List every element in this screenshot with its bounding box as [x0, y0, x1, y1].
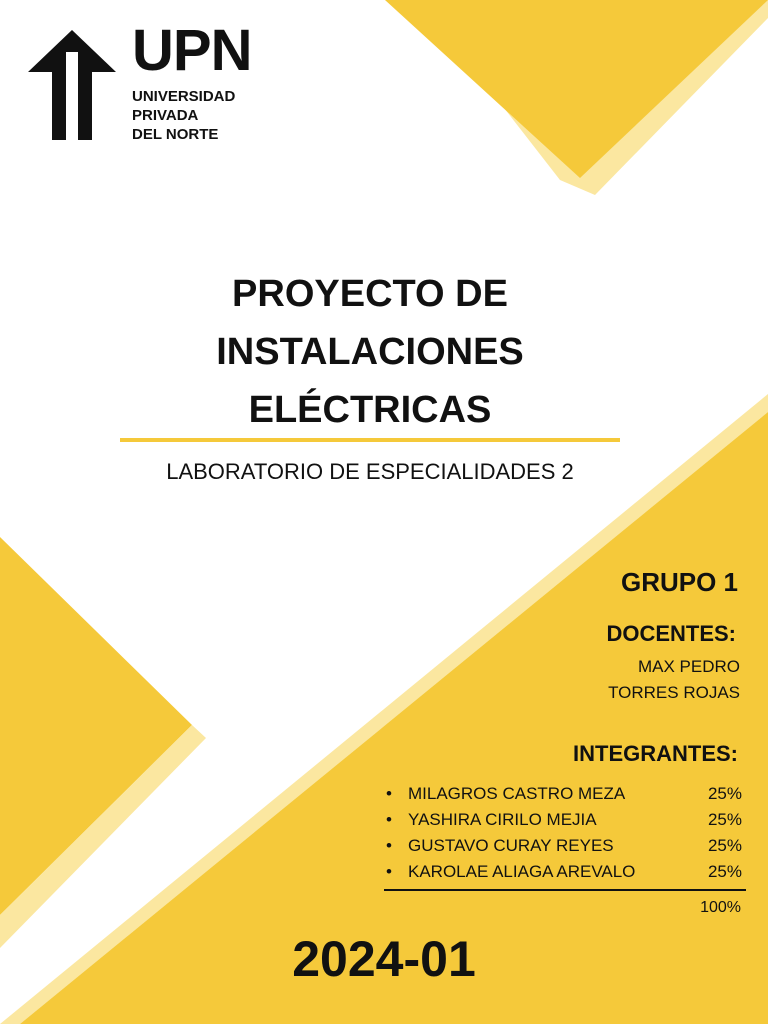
bullet-icon: •	[386, 810, 392, 829]
bullet-icon: •	[386, 784, 392, 803]
member-row	[386, 834, 742, 858]
member-row	[386, 782, 742, 806]
left-triangle	[0, 537, 192, 915]
title-underline	[120, 438, 620, 442]
member-percentage: 25%	[707, 836, 742, 855]
member-row	[386, 860, 742, 884]
total-divider	[384, 889, 746, 891]
integrantes-heading: INTEGRANTES:	[573, 741, 738, 766]
document-title-line-1: PROYECTO DE	[232, 273, 508, 315]
member-row	[386, 808, 742, 832]
docentes-heading: DOCENTES:	[606, 621, 736, 646]
bullet-icon: •	[386, 862, 392, 881]
document-title-line-2: INSTALACIONES	[216, 331, 524, 373]
logo-acronym: UPN	[132, 18, 252, 83]
member-percentage: 25%	[707, 810, 742, 829]
member-name: KAROLAE ALIAGA AREVALO	[408, 862, 636, 881]
logo-line-2: PRIVADA	[132, 107, 199, 124]
document-title-line-3: ELÉCTRICAS	[248, 389, 492, 431]
docente-line-2: TORRES ROJAS	[608, 683, 740, 702]
logo-line-3: DEL NORTE	[132, 126, 219, 143]
total-percentage: 100%	[700, 899, 741, 916]
member-percentage: 25%	[707, 784, 742, 803]
member-name: GUSTAVO CURAY REYES	[408, 836, 614, 855]
document-subtitle: LABORATORIO DE ESPECIALIDADES 2	[166, 459, 574, 484]
member-percentage: 25%	[707, 862, 742, 881]
upn-arrow-logo-icon	[28, 30, 116, 140]
member-name: YASHIRA CIRILO MEJIA	[408, 810, 597, 829]
bullet-icon: •	[386, 836, 392, 855]
member-name: MILAGROS CASTRO MEZA	[408, 784, 626, 803]
docente-line-1: MAX PEDRO	[637, 657, 740, 676]
logo-line-1: UNIVERSIDAD	[132, 88, 236, 105]
top-right-triangle	[385, 0, 768, 178]
group-label: GRUPO 1	[620, 567, 738, 597]
academic-term: 2024-01	[292, 931, 476, 987]
